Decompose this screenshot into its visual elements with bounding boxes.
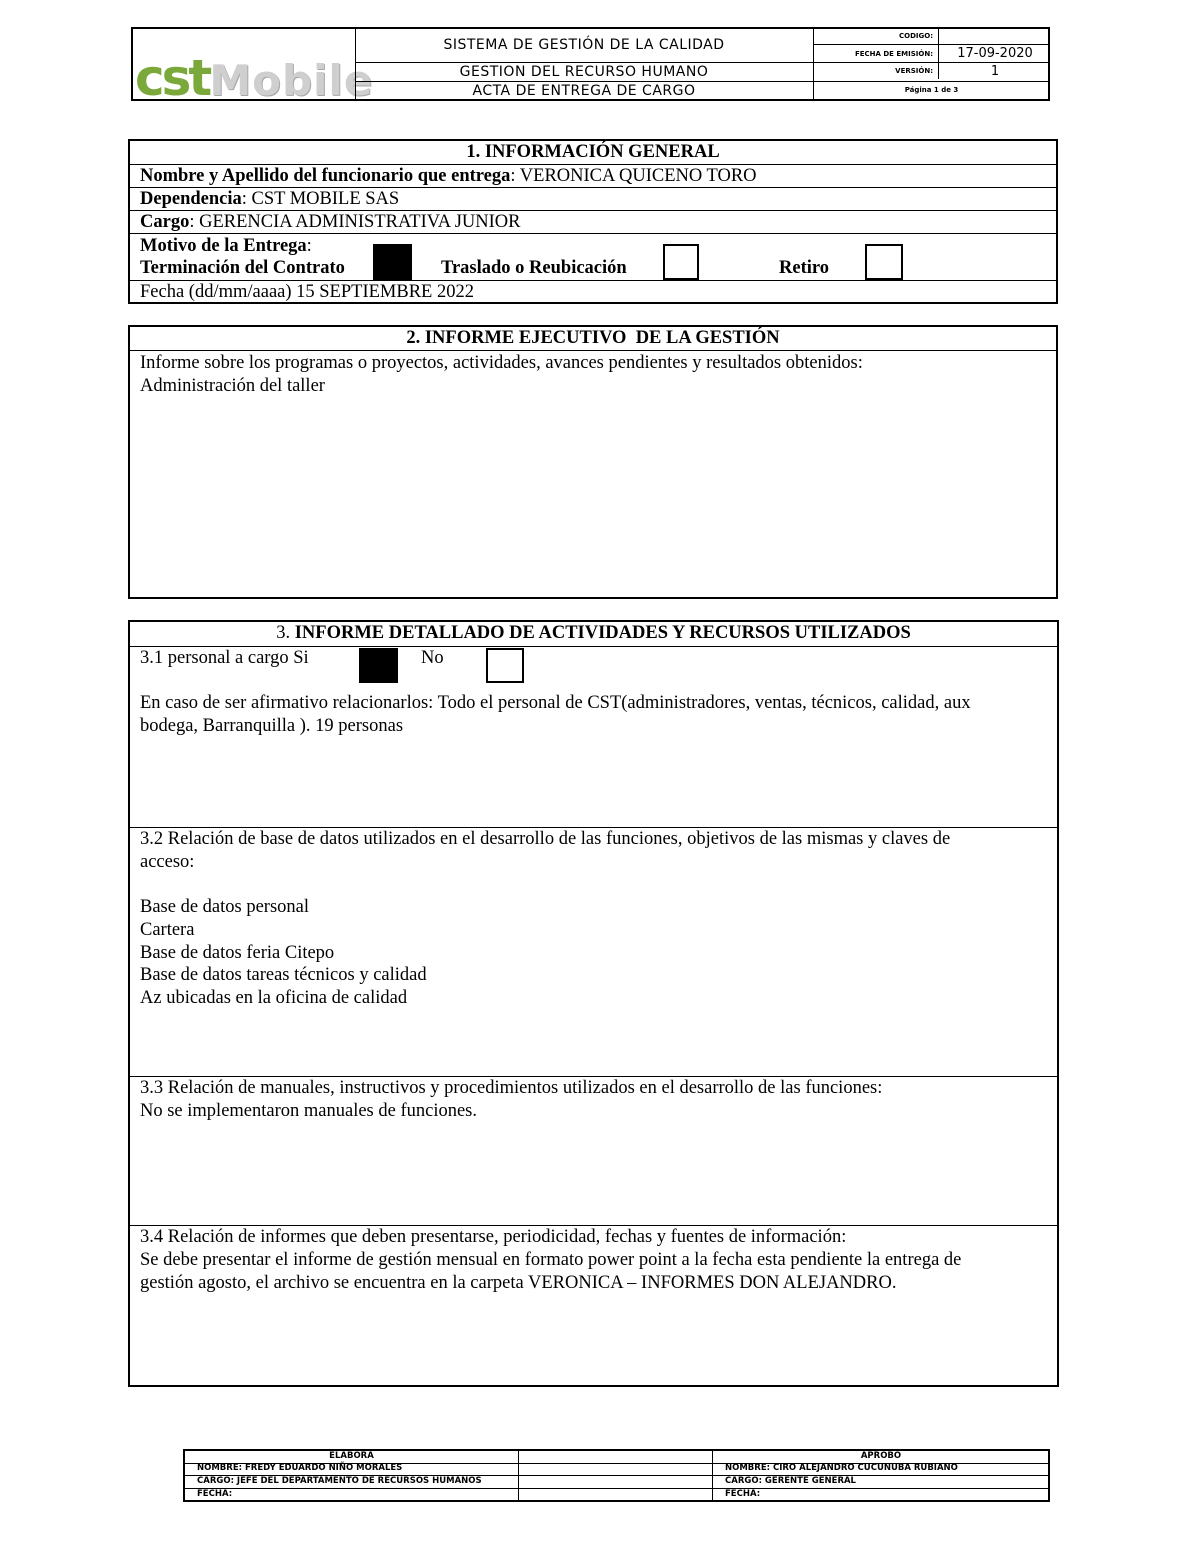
s34-title: 3.4 Relación de informes que deben presentarse, periodicidad, fechas y fuentes de información: <box>140 1227 847 1247</box>
code-label: CODIGO: <box>899 32 933 40</box>
signature-table <box>183 1449 1050 1502</box>
page-indicator: Página 1 de 3 <box>904 86 959 94</box>
document-title: ACTA DE ENTREGA DE CARGO <box>472 83 696 99</box>
approved-name: NOMBRE: CIRO ALEJANDRO CUCUNUBA RUBIANO <box>725 1463 958 1473</box>
list-item: Cartera <box>140 920 195 940</box>
name-label: Nombre y Apellido del funcionario que entrega <box>140 166 511 186</box>
option-termination-label: Terminación del Contrato <box>140 258 345 278</box>
logo-secondary-text: Mobile <box>209 56 374 105</box>
section1-title: 1. INFORMACIÓN GENERAL <box>466 142 720 162</box>
name-value: : VERONICA QUICENO TORO <box>510 166 757 186</box>
s31-detail-line2: bodega, Barranquilla ). 19 personas <box>140 716 404 736</box>
retirement-checkbox[interactable] <box>865 244 903 280</box>
reason-row <box>130 234 1056 281</box>
subsection-3-1 <box>130 647 1057 828</box>
approved-date: FECHA: <box>725 1489 761 1499</box>
subsection-3-2 <box>130 828 1057 1077</box>
section-detailed-report <box>128 620 1059 1387</box>
s31-question: 3.1 personal a cargo Si <box>140 648 309 668</box>
option-retirement-label: Retiro <box>779 258 829 278</box>
s33-title: 3.3 Relación de manuales, instructivos y procedimientos utilizados en el desarrollo de las funciones: <box>140 1078 883 1098</box>
reason-colon: : <box>306 236 312 256</box>
prepared-header: ELABORA <box>329 1451 374 1461</box>
section2-title: 2. INFORME EJECUTIVO DE LA GESTIÓN <box>406 328 780 348</box>
s32-title-line1: 3.2 Relación de base de datos utilizados en el desarrollo de las funciones, objetivos de las mismas y claves de <box>140 829 951 849</box>
process-title: GESTION DEL RECURSO HUMANO <box>459 64 709 80</box>
list-item: Base de datos feria Citepo <box>140 943 335 963</box>
dependency-label: Dependencia <box>140 189 242 209</box>
logo-primary-text: cst <box>135 49 210 107</box>
s34-content-line1: Se debe presentar el informe de gestión mensual en formato power point a la fecha esta pendiente la entrega de <box>140 1250 962 1270</box>
reason-label: Motivo de la Entrega <box>140 236 307 256</box>
list-item: Base de datos personal <box>140 897 310 917</box>
dependency-value: : CST MOBILE SAS <box>241 189 400 209</box>
document-header <box>131 27 1050 107</box>
section-executive-report <box>128 325 1058 599</box>
section2-prompt: Informe sobre los programas o proyectos, actividades, avances pendientes y resultados obtenidos: <box>140 353 863 373</box>
staff-yes-checkbox[interactable] <box>359 648 398 683</box>
list-item: Base de datos tareas técnicos y calidad <box>140 965 427 985</box>
position-value: : GERENCIA ADMINISTRATIVA JUNIOR <box>189 212 521 232</box>
section2-content: Administración del taller <box>140 376 325 396</box>
list-item: Az ubicadas en la oficina de calidad <box>140 988 408 1008</box>
section-general-info <box>128 139 1058 304</box>
staff-no-checkbox[interactable] <box>486 648 524 683</box>
s31-no-label: No <box>421 648 444 668</box>
system-title: SISTEMA DE GESTIÓN DE LA CALIDAD <box>443 37 725 53</box>
subsection-3-4 <box>130 1226 1057 1385</box>
s33-content: No se implementaron manuales de funciones. <box>140 1101 478 1121</box>
s31-detail-line1: En caso de ser afirmativo relacionarlos: Todo el personal de CST(administradores, ventas, técnicos, calidad, aux <box>140 693 971 713</box>
s32-title-line2: acceso: <box>140 852 195 872</box>
prepared-position: CARGO: JEFE DEL DEPARTAMENTO DE RECURSOS HUMANOS <box>197 1476 482 1486</box>
transfer-checkbox[interactable] <box>663 244 699 280</box>
option-transfer-label: Traslado o Reubicación <box>441 258 627 278</box>
prepared-name: NOMBRE: FREDY EDUARDO NIÑO MORALES <box>197 1463 403 1473</box>
prepared-date: FECHA: <box>197 1489 233 1499</box>
handover-date: Fecha (dd/mm/aaaa) 15 SEPTIEMBRE 2022 <box>140 282 474 302</box>
s34-content-line2: gestión agosto, el archivo se encuentra en la carpeta VERONICA – INFORMES DON ALEJANDRO. <box>140 1273 897 1293</box>
section3-number: 3. <box>276 623 295 643</box>
issue-date-label: FECHA DE EMISIÓN: <box>854 50 933 58</box>
version-value: 1 <box>990 64 1000 79</box>
approved-header: APROBÓ <box>860 1451 902 1461</box>
version-label: VERSIÓN: <box>895 67 933 75</box>
section3-title: INFORME DETALLADO DE ACTIVIDADES Y RECURSOS UTILIZADOS <box>294 623 911 643</box>
termination-checkbox[interactable] <box>373 244 412 280</box>
company-logo <box>135 49 373 107</box>
position-label: Cargo <box>140 212 190 232</box>
issue-date-value: 17-09-2020 <box>957 46 1033 61</box>
subsection-3-3 <box>130 1077 1057 1226</box>
approved-position: CARGO: GERENTE GENERAL <box>725 1476 856 1486</box>
